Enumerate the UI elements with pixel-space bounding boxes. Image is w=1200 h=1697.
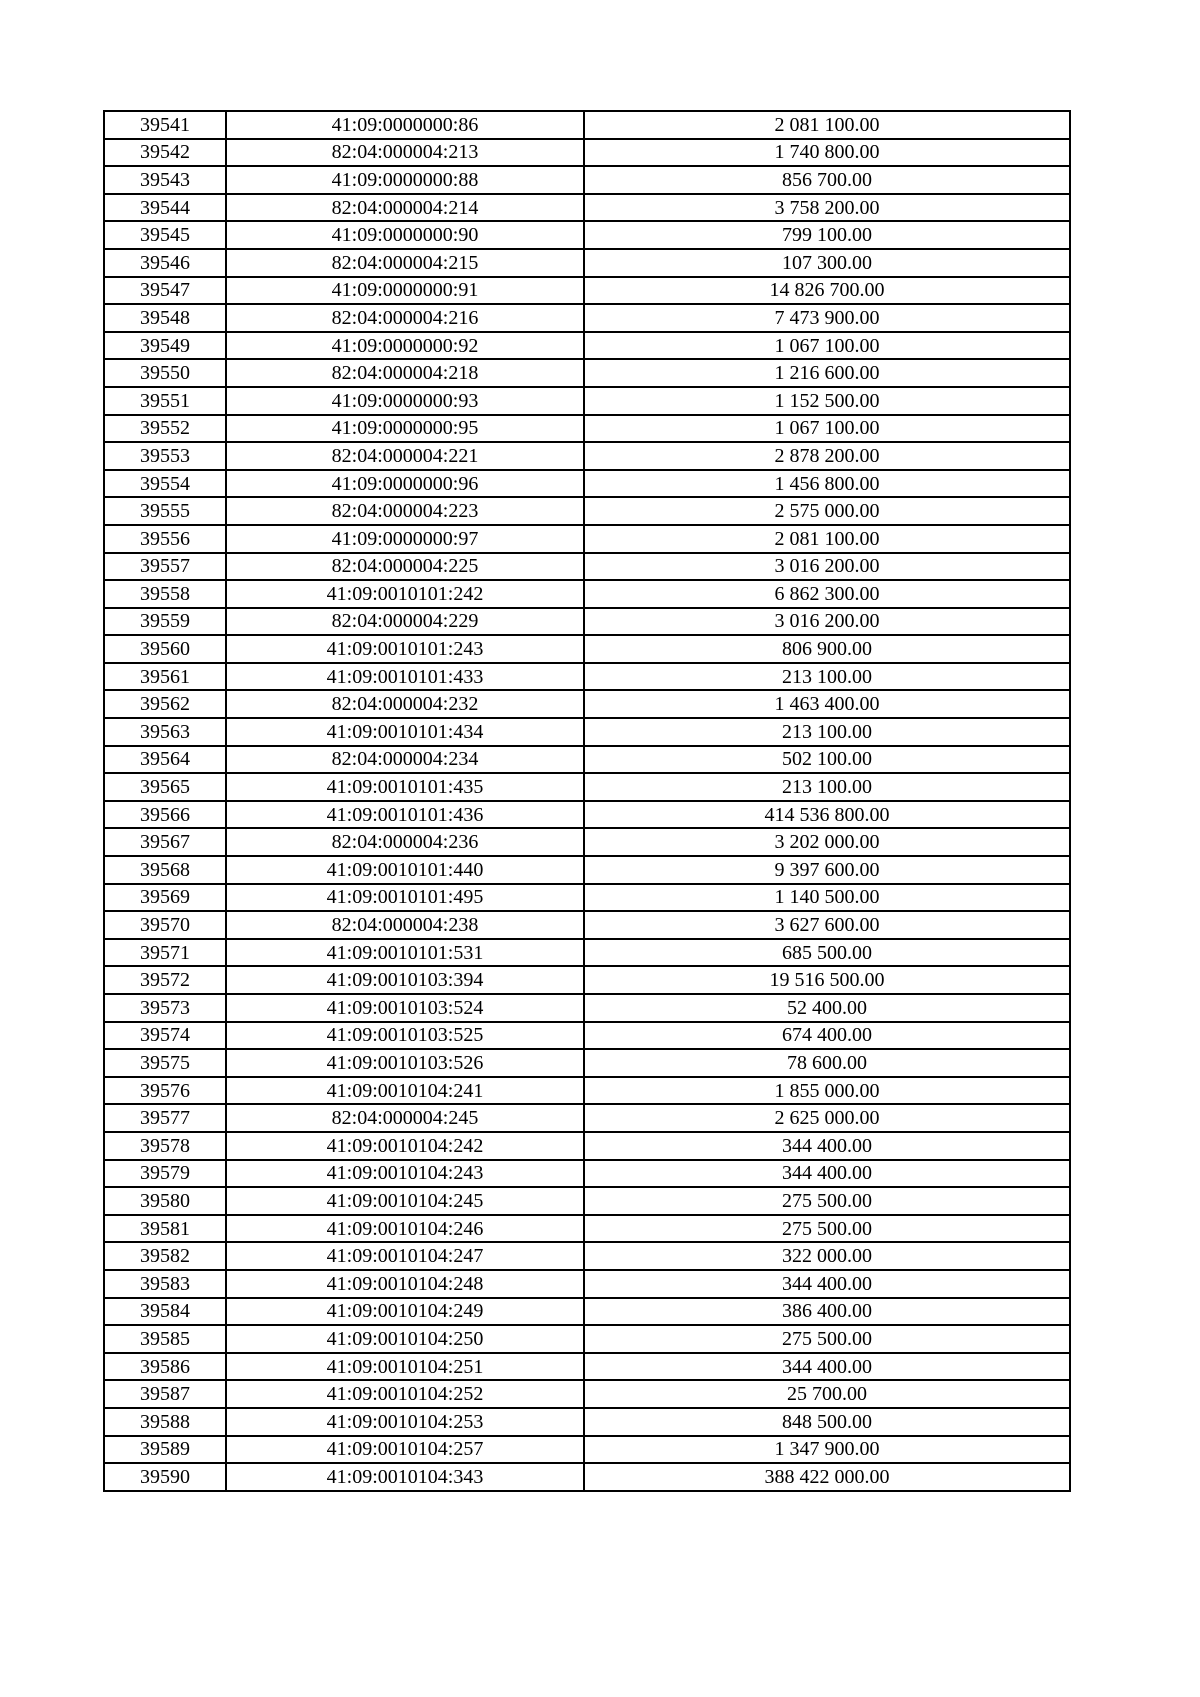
value-cell: 2 878 200.00 [584, 442, 1070, 470]
value-cell: 1 067 100.00 [584, 415, 1070, 443]
row-number-cell: 39543 [104, 166, 226, 194]
table-row [104, 139, 1070, 167]
table-row [104, 1160, 1070, 1188]
cadastral-number-cell: 41:09:0010104:245 [226, 1187, 584, 1215]
table-row [104, 1132, 1070, 1160]
value-cell: 213 100.00 [584, 718, 1070, 746]
table-row [104, 1242, 1070, 1270]
row-number-cell: 39578 [104, 1132, 226, 1160]
table-row [104, 1325, 1070, 1353]
cadastral-number-cell: 82:04:000004:216 [226, 304, 584, 332]
row-number-cell: 39580 [104, 1187, 226, 1215]
table-row [104, 166, 1070, 194]
row-number-cell: 39564 [104, 746, 226, 774]
table-row [104, 332, 1070, 360]
row-number-cell: 39561 [104, 663, 226, 691]
cadastral-number-cell: 82:04:000004:236 [226, 828, 584, 856]
value-cell: 502 100.00 [584, 746, 1070, 774]
value-cell: 1 740 800.00 [584, 139, 1070, 167]
value-cell: 1 347 900.00 [584, 1436, 1070, 1464]
cadastral-number-cell: 41:09:0010104:241 [226, 1077, 584, 1105]
value-cell: 2 081 100.00 [584, 525, 1070, 553]
value-cell: 685 500.00 [584, 939, 1070, 967]
cadastral-number-cell: 41:09:0000000:91 [226, 277, 584, 305]
table-row [104, 249, 1070, 277]
table-row [104, 470, 1070, 498]
row-number-cell: 39553 [104, 442, 226, 470]
cadastral-number-cell: 41:09:0010101:531 [226, 939, 584, 967]
row-number-cell: 39574 [104, 1022, 226, 1050]
row-number-cell: 39541 [104, 111, 226, 139]
table-row [104, 387, 1070, 415]
cadastral-number-cell: 82:04:000004:245 [226, 1104, 584, 1132]
value-cell: 1 456 800.00 [584, 470, 1070, 498]
value-cell: 344 400.00 [584, 1270, 1070, 1298]
table-row [104, 580, 1070, 608]
value-cell: 856 700.00 [584, 166, 1070, 194]
row-number-cell: 39551 [104, 387, 226, 415]
table-row [104, 1215, 1070, 1243]
cadastral-number-cell: 82:04:000004:232 [226, 690, 584, 718]
table-row [104, 1187, 1070, 1215]
value-cell: 1 463 400.00 [584, 690, 1070, 718]
table-row [104, 415, 1070, 443]
table-row [104, 1353, 1070, 1381]
table-row [104, 1077, 1070, 1105]
row-number-cell: 39590 [104, 1463, 226, 1491]
value-cell: 9 397 600.00 [584, 856, 1070, 884]
table-row [104, 1380, 1070, 1408]
cadastral-number-cell: 82:04:000004:218 [226, 359, 584, 387]
table-body [104, 111, 1070, 1491]
table-row [104, 1049, 1070, 1077]
value-cell: 674 400.00 [584, 1022, 1070, 1050]
table-row [104, 718, 1070, 746]
value-cell: 3 016 200.00 [584, 608, 1070, 636]
cadastral-number-cell: 41:09:0010104:243 [226, 1160, 584, 1188]
value-cell: 386 400.00 [584, 1298, 1070, 1326]
value-cell: 19 516 500.00 [584, 966, 1070, 994]
value-cell: 275 500.00 [584, 1187, 1070, 1215]
value-cell: 2 625 000.00 [584, 1104, 1070, 1132]
cadastral-number-cell: 41:09:0010101:433 [226, 663, 584, 691]
row-number-cell: 39572 [104, 966, 226, 994]
table-row [104, 194, 1070, 222]
row-number-cell: 39571 [104, 939, 226, 967]
value-cell: 78 600.00 [584, 1049, 1070, 1077]
table-row [104, 994, 1070, 1022]
cadastral-number-cell: 41:09:0010101:495 [226, 884, 584, 912]
cadastral-number-cell: 82:04:000004:215 [226, 249, 584, 277]
value-cell: 213 100.00 [584, 663, 1070, 691]
row-number-cell: 39555 [104, 497, 226, 525]
value-cell: 806 900.00 [584, 635, 1070, 663]
table-row [104, 828, 1070, 856]
cadastral-number-cell: 41:09:0000000:97 [226, 525, 584, 553]
row-number-cell: 39573 [104, 994, 226, 1022]
row-number-cell: 39560 [104, 635, 226, 663]
row-number-cell: 39570 [104, 911, 226, 939]
cadastral-number-cell: 41:09:0010101:434 [226, 718, 584, 746]
table-row [104, 1436, 1070, 1464]
cadastral-number-cell: 41:09:0010103:394 [226, 966, 584, 994]
value-cell: 388 422 000.00 [584, 1463, 1070, 1491]
cadastral-number-cell: 41:09:0000000:86 [226, 111, 584, 139]
table-row [104, 304, 1070, 332]
row-number-cell: 39569 [104, 884, 226, 912]
value-cell: 25 700.00 [584, 1380, 1070, 1408]
row-number-cell: 39584 [104, 1298, 226, 1326]
table-row [104, 1463, 1070, 1491]
cadastral-number-cell: 41:09:0010104:252 [226, 1380, 584, 1408]
cadastral-number-cell: 41:09:0010104:253 [226, 1408, 584, 1436]
cadastral-number-cell: 82:04:000004:225 [226, 553, 584, 581]
row-number-cell: 39558 [104, 580, 226, 608]
cadastral-number-cell: 41:09:0000000:88 [226, 166, 584, 194]
table-row [104, 856, 1070, 884]
value-cell: 344 400.00 [584, 1132, 1070, 1160]
row-number-cell: 39577 [104, 1104, 226, 1132]
cadastral-number-cell: 41:09:0010103:526 [226, 1049, 584, 1077]
row-number-cell: 39559 [104, 608, 226, 636]
value-cell: 14 826 700.00 [584, 277, 1070, 305]
cadastral-number-cell: 82:04:000004:221 [226, 442, 584, 470]
row-number-cell: 39568 [104, 856, 226, 884]
row-number-cell: 39575 [104, 1049, 226, 1077]
value-cell: 213 100.00 [584, 773, 1070, 801]
row-number-cell: 39585 [104, 1325, 226, 1353]
table-row [104, 277, 1070, 305]
cadastral-number-cell: 82:04:000004:238 [226, 911, 584, 939]
cadastral-number-cell: 41:09:0010103:524 [226, 994, 584, 1022]
row-number-cell: 39565 [104, 773, 226, 801]
cadastral-number-cell: 82:04:000004:214 [226, 194, 584, 222]
row-number-cell: 39587 [104, 1380, 226, 1408]
table-row [104, 359, 1070, 387]
cadastral-number-cell: 82:04:000004:234 [226, 746, 584, 774]
table-row [104, 221, 1070, 249]
row-number-cell: 39588 [104, 1408, 226, 1436]
row-number-cell: 39547 [104, 277, 226, 305]
value-cell: 7 473 900.00 [584, 304, 1070, 332]
row-number-cell: 39550 [104, 359, 226, 387]
cadastral-number-cell: 41:09:0010104:249 [226, 1298, 584, 1326]
value-cell: 1 216 600.00 [584, 359, 1070, 387]
table-row [104, 690, 1070, 718]
table-row [104, 911, 1070, 939]
cadastral-number-cell: 41:09:0010101:243 [226, 635, 584, 663]
value-cell: 275 500.00 [584, 1325, 1070, 1353]
row-number-cell: 39562 [104, 690, 226, 718]
table-row [104, 939, 1070, 967]
table-row [104, 1022, 1070, 1050]
table-row [104, 553, 1070, 581]
row-number-cell: 39544 [104, 194, 226, 222]
value-cell: 107 300.00 [584, 249, 1070, 277]
value-cell: 1 140 500.00 [584, 884, 1070, 912]
cadastral-number-cell: 41:09:0010101:440 [226, 856, 584, 884]
row-number-cell: 39582 [104, 1242, 226, 1270]
row-number-cell: 39546 [104, 249, 226, 277]
value-cell: 2 081 100.00 [584, 111, 1070, 139]
row-number-cell: 39545 [104, 221, 226, 249]
cadastral-number-cell: 41:09:0000000:95 [226, 415, 584, 443]
table-row [104, 966, 1070, 994]
cadastral-number-cell: 41:09:0010104:343 [226, 1463, 584, 1491]
row-number-cell: 39554 [104, 470, 226, 498]
value-cell: 799 100.00 [584, 221, 1070, 249]
table-row [104, 1104, 1070, 1132]
table-row [104, 111, 1070, 139]
cadastral-number-cell: 41:09:0010101:435 [226, 773, 584, 801]
row-number-cell: 39557 [104, 553, 226, 581]
cadastral-number-cell: 41:09:0010101:242 [226, 580, 584, 608]
cadastral-number-cell: 41:09:0010101:436 [226, 801, 584, 829]
cadastral-number-cell: 82:04:000004:213 [226, 139, 584, 167]
row-number-cell: 39589 [104, 1436, 226, 1464]
value-cell: 6 862 300.00 [584, 580, 1070, 608]
row-number-cell: 39556 [104, 525, 226, 553]
value-cell: 52 400.00 [584, 994, 1070, 1022]
value-cell: 344 400.00 [584, 1353, 1070, 1381]
table-row [104, 1408, 1070, 1436]
value-cell: 344 400.00 [584, 1160, 1070, 1188]
value-cell: 275 500.00 [584, 1215, 1070, 1243]
row-number-cell: 39581 [104, 1215, 226, 1243]
value-cell: 2 575 000.00 [584, 497, 1070, 525]
value-cell: 3 758 200.00 [584, 194, 1070, 222]
value-cell: 414 536 800.00 [584, 801, 1070, 829]
table-row [104, 635, 1070, 663]
cadastral-number-cell: 41:09:0010104:242 [226, 1132, 584, 1160]
row-number-cell: 39566 [104, 801, 226, 829]
value-cell: 3 202 000.00 [584, 828, 1070, 856]
cadastral-number-cell: 82:04:000004:223 [226, 497, 584, 525]
cadastral-number-cell: 41:09:0000000:92 [226, 332, 584, 360]
table-row [104, 663, 1070, 691]
row-number-cell: 39583 [104, 1270, 226, 1298]
table-row [104, 608, 1070, 636]
cadastral-number-cell: 41:09:0000000:93 [226, 387, 584, 415]
value-cell: 1 067 100.00 [584, 332, 1070, 360]
cadastral-number-cell: 41:09:0010104:248 [226, 1270, 584, 1298]
row-number-cell: 39549 [104, 332, 226, 360]
row-number-cell: 39586 [104, 1353, 226, 1381]
row-number-cell: 39567 [104, 828, 226, 856]
table-row [104, 773, 1070, 801]
value-cell: 1 152 500.00 [584, 387, 1070, 415]
table-row [104, 801, 1070, 829]
table-row [104, 497, 1070, 525]
row-number-cell: 39563 [104, 718, 226, 746]
cadastral-number-cell: 41:09:0010104:247 [226, 1242, 584, 1270]
cadastral-number-cell: 41:09:0010104:250 [226, 1325, 584, 1353]
table-row [104, 525, 1070, 553]
value-cell: 322 000.00 [584, 1242, 1070, 1270]
row-number-cell: 39552 [104, 415, 226, 443]
value-cell: 1 855 000.00 [584, 1077, 1070, 1105]
row-number-cell: 39579 [104, 1160, 226, 1188]
cadastral-number-cell: 41:09:0010104:257 [226, 1436, 584, 1464]
cadastral-number-cell: 82:04:000004:229 [226, 608, 584, 636]
table-row [104, 1298, 1070, 1326]
row-number-cell: 39542 [104, 139, 226, 167]
row-number-cell: 39576 [104, 1077, 226, 1105]
value-cell: 3 627 600.00 [584, 911, 1070, 939]
cadastral-number-cell: 41:09:0000000:96 [226, 470, 584, 498]
cadastral-number-cell: 41:09:0010103:525 [226, 1022, 584, 1050]
table-row [104, 1270, 1070, 1298]
value-cell: 3 016 200.00 [584, 553, 1070, 581]
table-row [104, 746, 1070, 774]
table-row [104, 442, 1070, 470]
value-cell: 848 500.00 [584, 1408, 1070, 1436]
table-row [104, 884, 1070, 912]
cadastral-number-cell: 41:09:0000000:90 [226, 221, 584, 249]
cadastral-number-cell: 41:09:0010104:251 [226, 1353, 584, 1381]
cadastral-value-table [103, 110, 1071, 1492]
row-number-cell: 39548 [104, 304, 226, 332]
cadastral-number-cell: 41:09:0010104:246 [226, 1215, 584, 1243]
